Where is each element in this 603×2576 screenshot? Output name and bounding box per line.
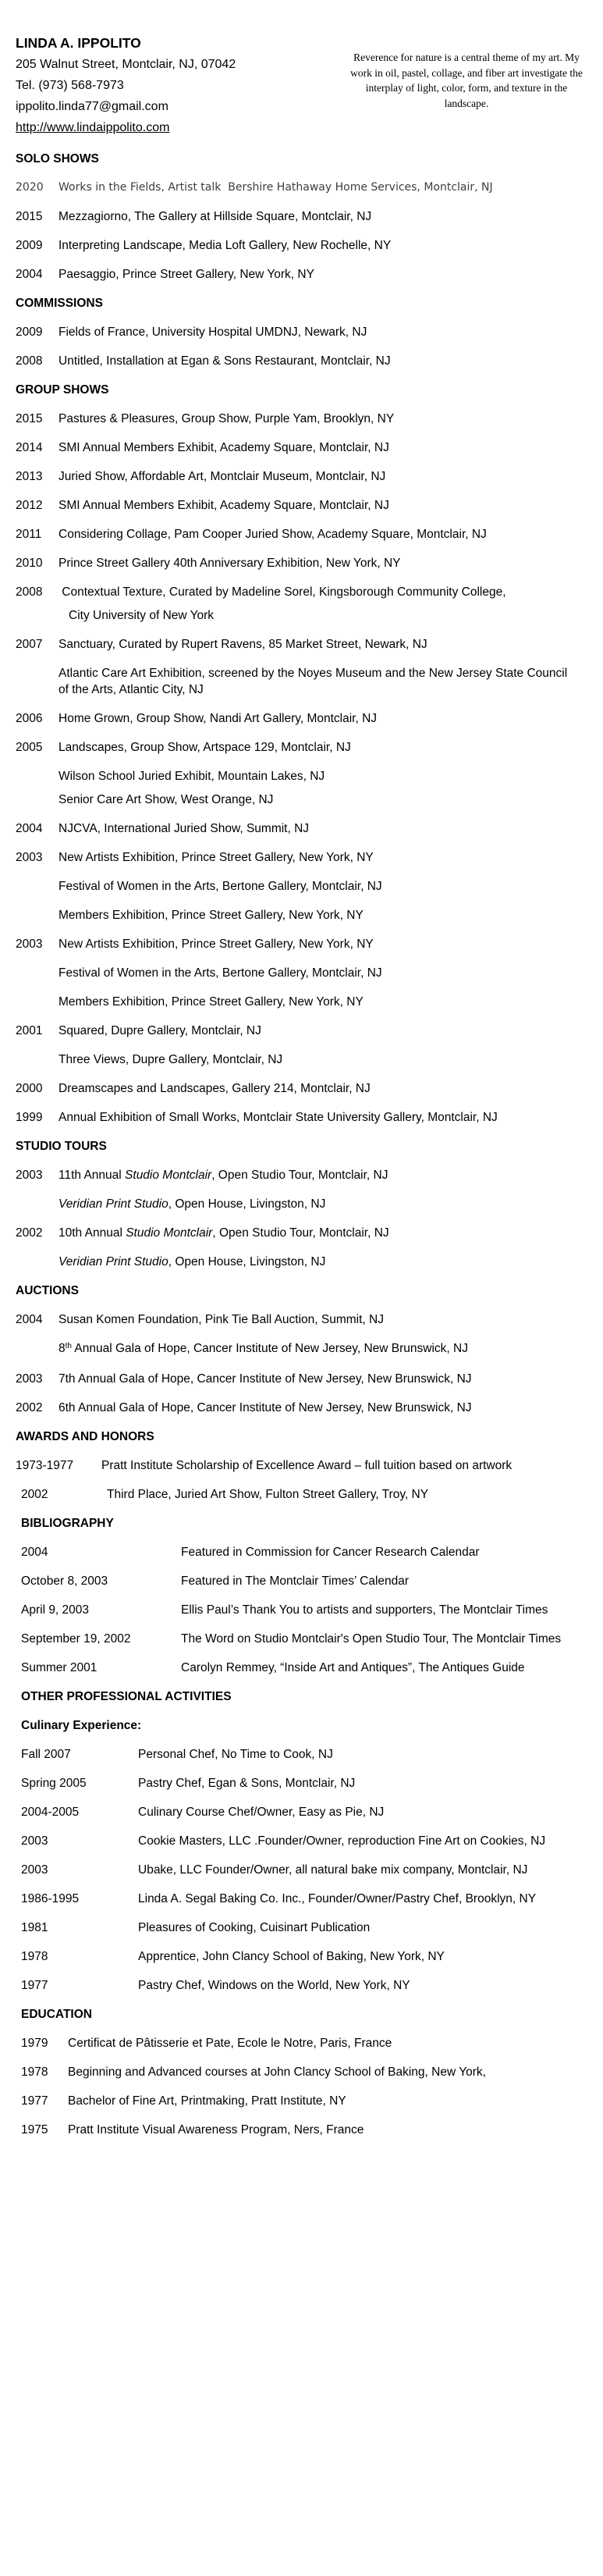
entry-text: Cookie Masters, LLC .Founder/Owner, reproduction Fine Art on Cookies, NJ	[138, 1834, 546, 1848]
entry-text: Beginning and Advanced courses at John Clancy School of Baking, New York,	[68, 2065, 486, 2079]
entry-year: 2000	[16, 1082, 43, 1095]
entry-row	[16, 237, 603, 254]
entry-text-part: , Open House, Livingston, NJ	[168, 1197, 326, 1211]
entry-row	[21, 1660, 603, 1676]
entry-text: Members Exhibition, Prince Street Gallery, New York, NY	[59, 909, 364, 922]
entry-year: 2002	[16, 1401, 43, 1414]
section-title: COMMISSIONS	[16, 297, 103, 310]
resume-sections	[0, 151, 603, 2138]
entry-year: 2015	[16, 210, 43, 223]
entry-text: New Artists Exhibition, Prince Street Gallery, New York, NY	[59, 851, 374, 864]
entry-year: September 19, 2002	[21, 1632, 131, 1646]
entry-row	[16, 266, 603, 283]
entry-year: 1977	[21, 2094, 48, 2108]
entry-row	[16, 1196, 603, 1212]
entry-year: 2009	[16, 239, 43, 252]
email-line: ippolito.linda77@gmail.com	[16, 100, 168, 113]
entry-text: Pastry Chef, Windows on the World, New York, NY	[138, 1979, 410, 1992]
section-bibliography	[21, 1515, 603, 1676]
section-title: SOLO SHOWS	[16, 152, 99, 165]
entry-row	[16, 994, 603, 1010]
section-title: AWARDS AND HONORS	[16, 1430, 154, 1443]
entry-row	[16, 1051, 603, 1068]
entry-text: Festival of Women in the Arts, Bertone Gallery, Montclair, NJ	[59, 966, 382, 980]
entry-text: Juried Show, Affordable Art, Montclair Museum, Montclair, NJ	[59, 470, 386, 483]
entry-row	[16, 1340, 603, 1358]
entry-text: City University of New York	[69, 609, 215, 622]
entry-row	[21, 2122, 603, 2138]
entry-text: Atlantic Care Art Exhibition, screened by the Noyes Museum and the New Jersey State Council of the Arts, Atlantic City, NJ	[59, 667, 568, 696]
entry-text-italic: Studio Montclair	[126, 1226, 213, 1240]
entry-year: 1973-1977	[16, 1459, 74, 1472]
entry-text-part: , Open House, Livingston, NJ	[168, 1255, 326, 1268]
entry-text: Susan Komen Foundation, Pink Tie Ball Auction, Summit, NJ	[59, 1313, 384, 1326]
section-subheading: Culinary Experience:	[21, 1719, 142, 1732]
entry-text: Pastry Chef, Egan & Sons, Montclair, NJ	[138, 1777, 356, 1790]
entry-text-part: 11th Annual	[59, 1169, 126, 1182]
entry-text: SMI Annual Members Exhibit, Academy Square, Montclair, NJ	[59, 441, 389, 454]
entry-text: Interpreting Landscape, Media Loft Gallery, New Rochelle, NY	[59, 239, 392, 252]
section-solo-shows	[16, 151, 603, 283]
entry-row	[21, 1833, 603, 1849]
entry-year: 2011	[16, 528, 42, 541]
entry-year: 2007	[16, 638, 43, 651]
entry-row	[16, 1371, 603, 1387]
entry-year: 2003	[16, 1372, 43, 1386]
entry-row	[16, 665, 603, 698]
entry-row	[16, 710, 603, 727]
entry-row	[16, 208, 603, 225]
entry-text: The Word on Studio Montclair's Open Studio Tour, The Montclair Times	[181, 1632, 562, 1646]
entry-text	[59, 1226, 389, 1240]
entry-row	[21, 1602, 603, 1618]
entry-text: Ubake, LLC Founder/Owner, all natural bake mix company, Montclair, NJ	[138, 1863, 528, 1877]
entry-row	[16, 1167, 603, 1183]
entry-year: 2003	[21, 1834, 48, 1848]
entry-row	[21, 1746, 603, 1763]
entry-row	[21, 1631, 603, 1647]
entry-row	[16, 607, 603, 624]
section-title: EDUCATION	[21, 2008, 92, 2021]
entry-year: 2001	[16, 1024, 43, 1037]
entry-text: 6th Annual Gala of Hope, Cancer Institute of New Jersey, New Brunswick, NJ	[59, 1401, 472, 1414]
entry-text: Ellis Paul’s Thank You to artists and supporters, The Montclair Times	[181, 1603, 548, 1617]
section-awards-and-honors	[16, 1429, 603, 1503]
entry-text-italic: Studio Montclair	[125, 1169, 212, 1182]
entry-year: 2010	[16, 557, 43, 570]
entry-text-superscript: th	[65, 1342, 72, 1350]
entry-text: Home Grown, Group Show, Nandi Art Gallery, Montclair, NJ	[59, 712, 378, 725]
entry-row	[16, 768, 603, 785]
entry-text: Prince Street Gallery 40th Anniversary Exhibition, New York, NY	[59, 557, 401, 570]
entry-row	[16, 411, 603, 427]
section-title: GROUP SHOWS	[16, 383, 109, 397]
entry-row	[16, 180, 603, 196]
entry-text-part: 8	[59, 1342, 66, 1355]
entry-row	[21, 2035, 603, 2051]
entry-year: 2014	[16, 441, 43, 454]
entry-text-italic: Veridian Print Studio	[59, 1197, 168, 1211]
entry-year: 2009	[16, 326, 43, 339]
entry-year: 2004	[16, 1313, 43, 1326]
entry-row	[21, 1486, 603, 1503]
section-title: STUDIO TOURS	[16, 1140, 107, 1153]
entry-text: Contextual Texture, Curated by Madeline Sorel, Kingsborough Community College,	[59, 585, 506, 599]
entry-text: Pratt Institute Visual Awareness Program, Ners, France	[68, 2123, 364, 2137]
entry-year: 2002	[21, 1488, 48, 1501]
entry-row	[16, 497, 603, 514]
entry-year: April 9, 2003	[21, 1603, 90, 1617]
entry-row	[21, 1544, 603, 1560]
section-title: BIBLIOGRAPHY	[21, 1517, 114, 1530]
entry-row	[21, 1573, 603, 1589]
entry-year: 2008	[16, 585, 43, 599]
entry-year: 2003	[16, 1169, 43, 1182]
entry-text	[59, 1255, 325, 1268]
entry-row	[16, 636, 603, 653]
entry-text: Personal Chef, No Time to Cook, NJ	[138, 1748, 333, 1761]
artist-name: LINDA A. IPPOLITO	[16, 35, 141, 51]
entry-text: New Artists Exhibition, Prince Street Gallery, New York, NY	[59, 938, 374, 951]
section-group-shows	[16, 382, 603, 1126]
entry-row	[16, 1457, 603, 1474]
entry-text: Landscapes, Group Show, Artspace 129, Montclair, NJ	[59, 741, 351, 754]
entry-year: Summer 2001	[21, 1661, 98, 1674]
entry-row	[21, 1862, 603, 1878]
entry-text: Wilson School Juried Exhibit, Mountain Lakes, NJ	[59, 770, 325, 783]
address-line: 205 Walnut Street, Montclair, NJ, 07042	[16, 58, 236, 71]
entry-year: 2004	[21, 1546, 48, 1559]
section-commissions	[16, 295, 603, 369]
entry-text: Untitled, Installation at Egan & Sons Restaurant, Montclair, NJ	[59, 354, 391, 368]
entry-text: Pastures & Pleasures, Group Show, Purple Yam, Brooklyn, NY	[59, 412, 395, 425]
entry-text: 7th Annual Gala of Hope, Cancer Institute of New Jersey, New Brunswick, NJ	[59, 1372, 472, 1386]
entry-text: Certificat de Pâtisserie et Pate, Ecole le Notre, Paris, France	[68, 2037, 392, 2050]
entry-row	[16, 849, 603, 866]
entry-row	[16, 324, 603, 340]
section-auctions	[16, 1283, 603, 1416]
entry-text: Annual Exhibition of Small Works, Montclair State University Gallery, Montclair, NJ	[59, 1111, 498, 1124]
entry-text: Festival of Women in the Arts, Bertone Gallery, Montclair, NJ	[59, 880, 382, 893]
entry-year: 1979	[21, 2037, 48, 2050]
entry-text: Pleasures of Cooking, Cuisinart Publication	[138, 1921, 371, 1934]
entry-text: Bachelor of Fine Art, Printmaking, Pratt Institute, NY	[68, 2094, 346, 2108]
entry-text: Members Exhibition, Prince Street Gallery, New York, NY	[59, 995, 364, 1009]
entry-row	[16, 439, 603, 456]
entry-year: 1978	[21, 2065, 48, 2079]
entry-year: 1981	[21, 1921, 48, 1934]
section-other-professional-activities	[21, 1688, 603, 1994]
entry-text	[59, 1169, 388, 1182]
entry-row	[21, 2093, 603, 2109]
entry-text: Fields of France, University Hospital UMDNJ, Newark, NJ	[59, 326, 367, 339]
entry-row	[21, 2064, 603, 2080]
entry-row	[16, 353, 603, 369]
entry-row	[16, 1311, 603, 1328]
entry-year: 2003	[16, 938, 43, 951]
entry-text: Paesaggio, Prince Street Gallery, New York, NY	[59, 268, 314, 281]
entry-text-part: , Open Studio Tour, Montclair, NJ	[211, 1169, 388, 1182]
entry-text: Works in the Fields, Artist talk Bershire Hathaway Home Services, Montclair, NJ	[59, 181, 493, 194]
section-title: OTHER PROFESSIONAL ACTIVITIES	[21, 1690, 232, 1703]
entry-row	[21, 1977, 603, 1994]
entry-year: 2004	[16, 822, 43, 835]
entry-row	[16, 739, 603, 756]
entry-row	[21, 1775, 603, 1791]
entry-year: 1977	[21, 1979, 48, 1992]
entry-row	[16, 1109, 603, 1126]
entry-row	[16, 965, 603, 981]
section-studio-tours	[16, 1138, 603, 1270]
entry-year: Fall 2007	[21, 1748, 71, 1761]
entry-year: 1975	[21, 2123, 48, 2137]
section-education	[21, 2006, 603, 2138]
entry-year: 2003	[16, 851, 43, 864]
entry-text: Third Place, Juried Art Show, Fulton Street Gallery, Troy, NY	[107, 1488, 429, 1501]
entry-year: 2003	[21, 1863, 48, 1877]
entry-row	[21, 1804, 603, 1820]
entry-text	[59, 1342, 468, 1355]
entry-row	[16, 820, 603, 837]
entry-year: 2015	[16, 412, 43, 425]
entry-text: Sanctuary, Curated by Rupert Ravens, 85 Market Street, Newark, NJ	[59, 638, 427, 651]
entry-text: Considering Collage, Pam Cooper Juried Show, Academy Square, Montclair, NJ	[59, 528, 487, 541]
entry-row	[16, 468, 603, 485]
entry-year: 2004	[16, 268, 43, 281]
entry-text	[59, 1197, 325, 1211]
entry-row	[21, 1948, 603, 1965]
entry-row	[16, 1023, 603, 1039]
entry-text-part: 10th Annual	[59, 1226, 126, 1240]
phone-line: Tel. (973) 568-7973	[16, 79, 124, 92]
entry-row	[21, 1891, 603, 1907]
entry-row	[16, 878, 603, 895]
entry-year: 1978	[21, 1950, 48, 1963]
entry-text: Three Views, Dupre Gallery, Montclair, NJ	[59, 1053, 283, 1066]
entry-year: 1986-1995	[21, 1892, 80, 1905]
entry-text: Mezzagiorno, The Gallery at Hillside Square, Montclair, NJ	[59, 210, 372, 223]
entry-row	[16, 936, 603, 952]
entry-row	[16, 1400, 603, 1416]
entry-text: SMI Annual Members Exhibit, Academy Square, Montclair, NJ	[59, 499, 389, 512]
website-link[interactable]: http://www.lindaippolito.com	[16, 121, 170, 134]
entry-text: Senior Care Art Show, West Orange, NJ	[59, 793, 274, 806]
entry-row	[21, 1920, 603, 1936]
entry-text: Linda A. Segal Baking Co. Inc., Founder/Owner/Pastry Chef, Brooklyn, NY	[138, 1892, 537, 1905]
entry-year: 2012	[16, 499, 43, 512]
entry-year: 2013	[16, 470, 43, 483]
entry-text: NJCVA, International Juried Show, Summit, NJ	[59, 822, 310, 835]
entry-row	[16, 792, 603, 808]
entry-text-part: Annual Gala of Hope, Cancer Institute of New Jersey, New Brunswick, NJ	[71, 1342, 468, 1355]
entry-text: Pratt Institute Scholarship of Excellence Award – full tuition based on artwork	[101, 1459, 513, 1472]
entry-year: 2004-2005	[21, 1806, 80, 1819]
entry-text-italic: Veridian Print Studio	[59, 1255, 168, 1268]
entry-text: Carolyn Remmey, “Inside Art and Antiques”, The Antiques Guide	[181, 1661, 525, 1674]
entry-year: 2005	[16, 741, 43, 754]
entry-text: Featured in The Montclair Times’ Calendar	[181, 1574, 410, 1588]
entry-year: October 8, 2003	[21, 1574, 108, 1588]
entry-text: Squared, Dupre Gallery, Montclair, NJ	[59, 1024, 261, 1037]
entry-year: 2020	[16, 181, 44, 194]
entry-year: 2002	[16, 1226, 43, 1240]
entry-text: Culinary Course Chef/Owner, Easy as Pie, NJ	[138, 1806, 385, 1819]
artist-statement: Reverence for nature is a central theme of my art. My work in oil, pastel, collage, and fiber art investigate the interplay of light, color, form, and texture in the landscape.	[350, 52, 583, 109]
entry-text-part: , Open Studio Tour, Montclair, NJ	[212, 1226, 389, 1240]
entry-row	[16, 1080, 603, 1097]
entry-text: Featured in Commission for Cancer Research Calendar	[181, 1546, 480, 1559]
section-title: AUCTIONS	[16, 1284, 79, 1297]
entry-year: Spring 2005	[21, 1777, 87, 1790]
entry-row	[16, 907, 603, 923]
entry-text: Dreamscapes and Landscapes, Gallery 214, Montclair, NJ	[59, 1082, 371, 1095]
entry-text: Apprentice, John Clancy School of Baking, New York, NY	[138, 1950, 445, 1963]
entry-row	[16, 584, 603, 600]
entry-row	[16, 1254, 603, 1270]
entry-year: 2008	[16, 354, 43, 368]
entry-year: 2006	[16, 712, 43, 725]
entry-row	[16, 526, 603, 543]
entry-year: 1999	[16, 1111, 43, 1124]
entry-row	[16, 555, 603, 571]
entry-row	[16, 1225, 603, 1241]
